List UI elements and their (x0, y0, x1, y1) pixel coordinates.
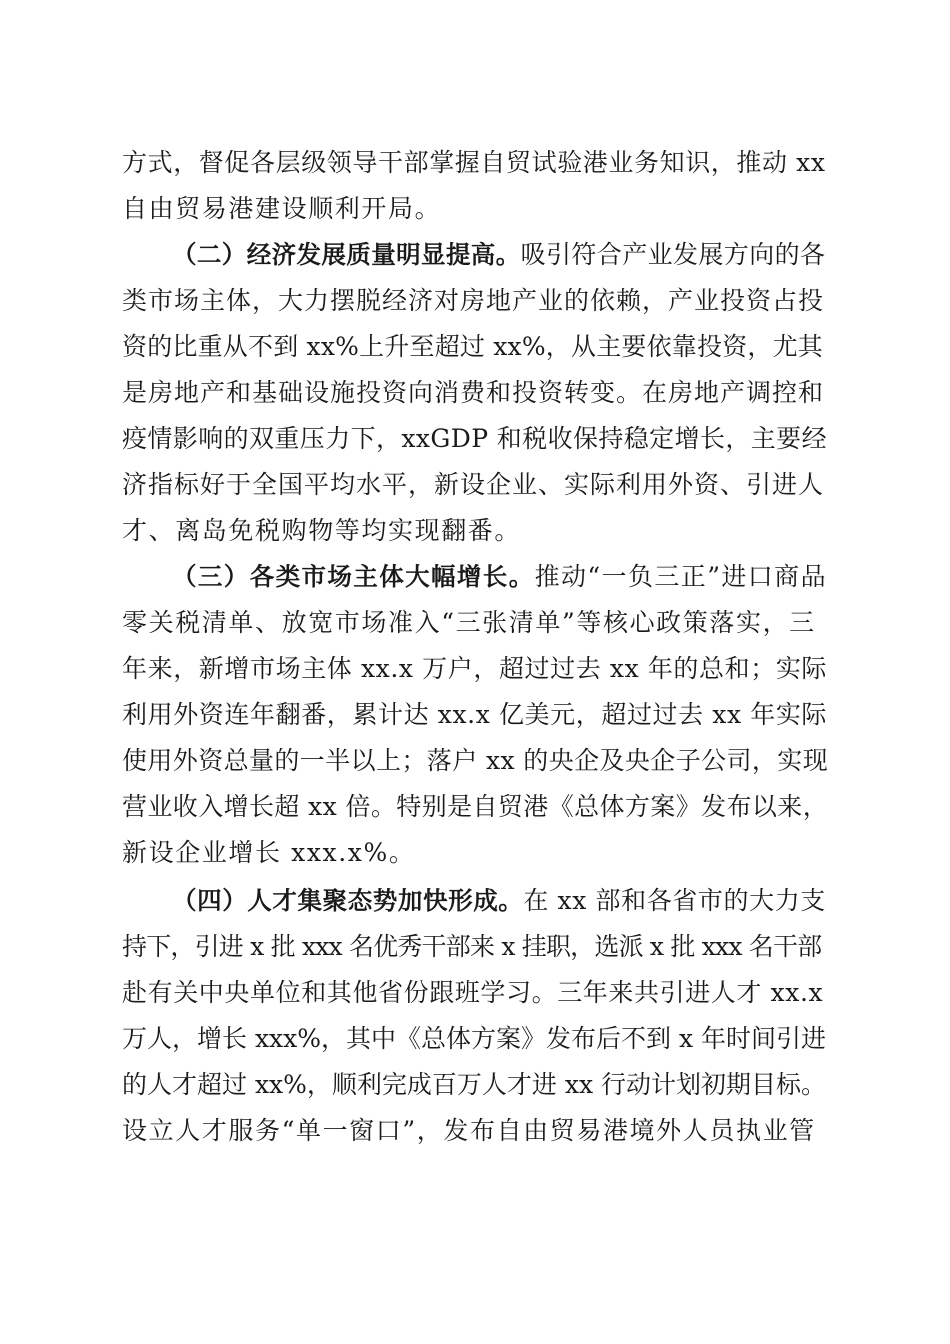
text-line: 新设企业增长 xxx.x%。 (122, 838, 416, 867)
paragraph-first-line (122, 878, 828, 924)
text-line: 类市场主体，大力摆脱经济对房地产业的依赖，产业投资占投 (122, 286, 825, 315)
text-line: 疫情影响的双重压力下，xxGDP 和税收保持稳定增长，主要经 (122, 424, 827, 453)
paragraph-4 (122, 878, 828, 1154)
text-line: 赴有关中央单位和其他省份跟班学习。三年来共引进人才 xx.x (122, 978, 824, 1007)
text-line: 资的比重从不到 xx%上升至超过 xx%，从主要依靠投资，尤其 (122, 332, 824, 361)
paragraph-3 (122, 554, 828, 876)
text-line: 零关税清单、放宽市场准入“三张清单”等核心政策落实，三 (122, 608, 816, 637)
text-line: 自由贸易港建设顺利开局。 (122, 194, 442, 223)
text-line: 方式，督促各层级领导干部掌握自贸试验港业务知识，推动 xx (122, 148, 826, 177)
first-line-text: 吸引符合产业发展方向的各 (520, 240, 826, 269)
paragraph-first-line (122, 232, 828, 278)
text-line: 年来，新增市场主体 xx.x 万户，超过过去 xx 年的总和；实际 (122, 654, 828, 683)
text-line: 利用外资连年翻番，累计达 xx.x 亿美元，超过过去 xx 年实际 (122, 700, 828, 729)
paragraph-1 (122, 140, 828, 232)
text-line: 营业收入增长超 xx 倍。特别是自贸港《总体方案》发布以来， (122, 792, 829, 821)
text-line: 的人才超过 xx%，顺利完成百万人才进 xx 行动计划初期目标。 (122, 1070, 826, 1099)
text-line: 万人，增长 xxx%，其中《总体方案》发布后不到 x 年时间引进 (122, 1024, 826, 1053)
text-line: 是房地产和基础设施投资向消费和投资转变。在房地产调控和 (122, 378, 825, 407)
paragraph-first-line (122, 554, 828, 600)
text-line: 济指标好于全国平均水平，新设企业、实际利用外资、引进人 (122, 470, 825, 499)
text-line: 设立人才服务“单一窗口”，发布自由贸易港境外人员执业管 (122, 1116, 816, 1145)
paragraph-2 (122, 232, 828, 554)
first-line-text: 在 xx 部和各省市的大力支 (523, 886, 826, 915)
text-line: 持下，引进 x 批 xxx 名优秀干部来 x 挂职，选派 x 批 xxx 名干部 (122, 932, 822, 961)
section-heading-4: （四）人才集聚态势加快形成。 (172, 886, 524, 915)
first-line-text: 推动“一负三正”进口商品 (534, 562, 827, 591)
section-heading-3: （三）各类市场主体大幅增长。 (172, 562, 535, 591)
text-line: 使用外资总量的一半以上；落户 xx 的央企及央企子公司，实现 (122, 746, 829, 775)
section-heading-2: （二）经济发展质量明显提高。 (172, 240, 521, 269)
text-line: 才、离岛免税购物等均实现翻番。 (122, 516, 522, 545)
